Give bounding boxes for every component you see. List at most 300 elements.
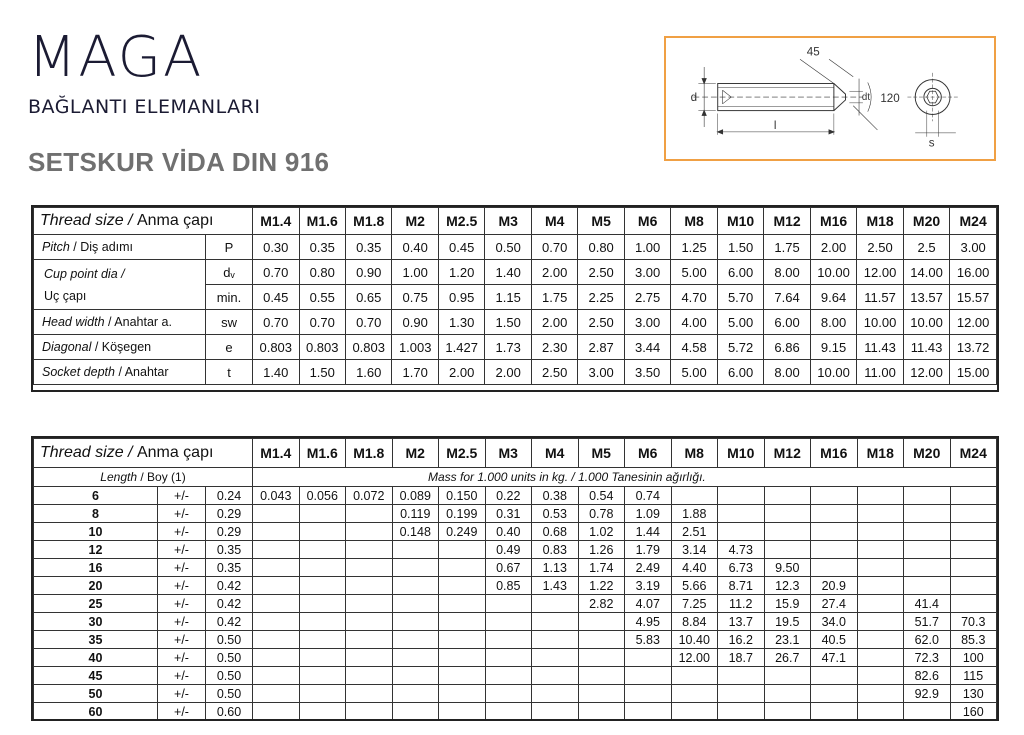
- tolerance-value: 0.60: [206, 703, 253, 721]
- size-header: M4: [531, 208, 577, 235]
- spec-row: [34, 260, 997, 285]
- spec-value: 1.20: [438, 260, 484, 285]
- mass-value: [485, 631, 532, 649]
- spec-value: 0.80: [299, 260, 345, 285]
- tolerance-sign: +/-: [158, 559, 206, 577]
- mass-value: 0.78: [578, 505, 625, 523]
- mass-value: [392, 703, 439, 721]
- spec-symbol: P: [206, 235, 253, 260]
- mass-value: [811, 559, 858, 577]
- tolerance-sign: +/-: [158, 523, 206, 541]
- spec-value: 2.00: [438, 360, 484, 385]
- product-title: SETSKUR VİDA DIN 916: [28, 147, 330, 177]
- mass-value: [346, 703, 393, 721]
- spec-row-label: [34, 260, 206, 310]
- mass-value: [857, 631, 904, 649]
- separator: /: [568, 470, 579, 484]
- separator: /: [104, 315, 115, 329]
- mass-value: 1.22: [578, 577, 625, 595]
- spec-value: 2.00: [810, 235, 856, 260]
- mass-value: [718, 703, 765, 721]
- mass-value: [718, 523, 765, 541]
- spec-value: 0.70: [531, 235, 577, 260]
- mass-value: [392, 649, 439, 667]
- mass-value: [392, 577, 439, 595]
- spec-value: 0.95: [438, 285, 484, 310]
- mass-value: 0.148: [392, 523, 439, 541]
- mass-value: 1.88: [671, 505, 718, 523]
- spec-value: 0.70: [299, 310, 345, 335]
- mass-value: 0.53: [532, 505, 579, 523]
- spec-row-label: [34, 360, 206, 385]
- mass-value: 0.089: [392, 487, 439, 505]
- spec-value: 0.70: [253, 310, 299, 335]
- mass-value: [439, 595, 486, 613]
- mass-value: 72.3: [904, 649, 951, 667]
- brand-tagline: BAĞLANTI ELEMANLARI: [28, 96, 261, 118]
- size-header: M2: [392, 208, 438, 235]
- spec-label-en: Diagonal: [42, 340, 92, 354]
- mass-value: [671, 685, 718, 703]
- tolerance-sign: +/-: [158, 667, 206, 685]
- mass-row: [34, 649, 997, 667]
- mass-value: [253, 685, 300, 703]
- mass-value: [253, 613, 300, 631]
- spec-value: 1.003: [392, 335, 438, 360]
- mass-value: 0.68: [532, 523, 579, 541]
- size-header: M18: [857, 439, 904, 468]
- spec-value: 2.50: [578, 310, 624, 335]
- tolerance-value: 0.29: [206, 505, 253, 523]
- spec-value: 1.73: [485, 335, 531, 360]
- mass-value: [904, 487, 951, 505]
- mass-label-tr: 1.000 Tanesinin ağırlığı.: [578, 470, 706, 484]
- spec-value: 0.45: [438, 235, 484, 260]
- mass-value: [857, 577, 904, 595]
- mass-value: [857, 559, 904, 577]
- mass-value: 41.4: [904, 595, 951, 613]
- spec-value: 1.60: [345, 360, 391, 385]
- mass-value: 8.84: [671, 613, 718, 631]
- mass-value: [346, 541, 393, 559]
- mass-value: [439, 559, 486, 577]
- mass-value: [950, 541, 997, 559]
- separator: /: [91, 340, 102, 354]
- mass-value: 4.40: [671, 559, 718, 577]
- mass-value: [625, 667, 672, 685]
- brand-logo: [28, 25, 261, 118]
- mass-value: 1.43: [532, 577, 579, 595]
- mass-value: 47.1: [811, 649, 858, 667]
- mass-row: [34, 559, 997, 577]
- mass-value: [392, 613, 439, 631]
- mass-value: 15.9: [764, 595, 811, 613]
- mass-value: [253, 559, 300, 577]
- spec-value: 0.803: [345, 335, 391, 360]
- mass-value: [346, 577, 393, 595]
- mass-value: 1.09: [625, 505, 672, 523]
- size-header: M2.5: [439, 439, 486, 468]
- mass-value: [299, 541, 346, 559]
- mass-value: [392, 541, 439, 559]
- mass-value: [764, 703, 811, 721]
- mass-value: [253, 505, 300, 523]
- spec-value: 0.50: [485, 235, 531, 260]
- spec-value: 2.87: [578, 335, 624, 360]
- mass-value: [671, 487, 718, 505]
- mass-value: [485, 685, 532, 703]
- mass-value: 82.6: [904, 667, 951, 685]
- mass-value: [578, 631, 625, 649]
- mass-value: [299, 667, 346, 685]
- separator: /: [123, 444, 137, 461]
- spec-value: 1.427: [438, 335, 484, 360]
- spec-value: 5.70: [717, 285, 763, 310]
- mass-row: [34, 505, 997, 523]
- mass-value: 0.31: [485, 505, 532, 523]
- mass-value: [718, 505, 765, 523]
- mass-value: [439, 613, 486, 631]
- mass-value: 9.50: [764, 559, 811, 577]
- size-header: M2: [392, 439, 439, 468]
- mass-value: 1.02: [578, 523, 625, 541]
- size-header: M24: [950, 208, 997, 235]
- spec-value: 11.43: [857, 335, 903, 360]
- label-s: s: [928, 136, 935, 150]
- mass-subheader-row: [34, 468, 997, 487]
- spec-value: 5.72: [717, 335, 763, 360]
- tolerance-sign: +/-: [158, 505, 206, 523]
- label-dt: dt: [861, 91, 871, 103]
- mass-value: 85.3: [950, 631, 997, 649]
- tolerance-value: 0.50: [206, 631, 253, 649]
- spec-label-tr: Anahtar: [124, 365, 169, 379]
- mass-value: 0.85: [485, 577, 532, 595]
- spec-symbol: dᵥ: [206, 260, 253, 285]
- spec-value: 8.00: [810, 310, 856, 335]
- tolerance-value: 0.24: [206, 487, 253, 505]
- spec-value: 0.75: [392, 285, 438, 310]
- mass-value: [253, 577, 300, 595]
- separator: /: [114, 365, 125, 379]
- mass-value: [439, 577, 486, 595]
- spec-value: 0.80: [578, 235, 624, 260]
- mass-row: [34, 523, 997, 541]
- mass-value: [299, 685, 346, 703]
- length-label-en: Length: [100, 470, 137, 484]
- thread-size-header: [34, 439, 253, 468]
- size-header: M1.4: [253, 439, 300, 468]
- mass-value: 18.7: [718, 649, 765, 667]
- mass-value: [578, 703, 625, 721]
- separator: /: [69, 240, 81, 254]
- mass-value: [532, 703, 579, 721]
- spec-value: 0.65: [345, 285, 391, 310]
- mass-value: 0.056: [299, 487, 346, 505]
- size-header: M18: [857, 208, 903, 235]
- mass-value: [764, 541, 811, 559]
- mass-value: [904, 541, 951, 559]
- spec-value: 5.00: [671, 260, 717, 285]
- tolerance-value: 0.50: [206, 667, 253, 685]
- tolerance-sign: +/-: [158, 577, 206, 595]
- spec-value: 1.00: [624, 235, 670, 260]
- separator: /: [137, 470, 148, 484]
- spec-value: 2.75: [624, 285, 670, 310]
- length-value: 25: [34, 595, 158, 613]
- mass-value: [299, 523, 346, 541]
- spec-value: 11.57: [857, 285, 903, 310]
- mass-value: [439, 541, 486, 559]
- mass-value: [253, 703, 300, 721]
- mass-value: [392, 631, 439, 649]
- mass-value: 70.3: [950, 613, 997, 631]
- spec-value: 9.15: [810, 335, 856, 360]
- mass-value: [532, 631, 579, 649]
- spec-symbol: e: [206, 335, 253, 360]
- mass-value: [671, 667, 718, 685]
- mass-value: [439, 685, 486, 703]
- mass-value: [764, 667, 811, 685]
- mass-value: [346, 685, 393, 703]
- mass-value: 5.66: [671, 577, 718, 595]
- size-header: M8: [671, 439, 718, 468]
- mass-value: 92.9: [904, 685, 951, 703]
- size-header: M2.5: [438, 208, 484, 235]
- tolerance-value: 0.29: [206, 523, 253, 541]
- mass-value: [253, 595, 300, 613]
- mass-value: [299, 505, 346, 523]
- size-header: M6: [625, 439, 672, 468]
- mass-value: 12.3: [764, 577, 811, 595]
- spec-symbol: min.: [206, 285, 253, 310]
- size-header: M16: [811, 439, 858, 468]
- size-header: M1.6: [299, 439, 346, 468]
- tolerance-sign: +/-: [158, 703, 206, 721]
- mass-value: 0.119: [392, 505, 439, 523]
- spec-value: 2.50: [857, 235, 903, 260]
- spec-value: 6.00: [717, 260, 763, 285]
- mass-value: [811, 703, 858, 721]
- spec-value: 2.25: [578, 285, 624, 310]
- mass-value: 62.0: [904, 631, 951, 649]
- mass-value: 4.07: [625, 595, 672, 613]
- mass-value: [299, 703, 346, 721]
- mass-value: [950, 505, 997, 523]
- spec-row-label: [34, 235, 206, 260]
- mass-value: 4.95: [625, 613, 672, 631]
- mass-value: [299, 613, 346, 631]
- spec-value: 0.55: [299, 285, 345, 310]
- mass-value: [718, 685, 765, 703]
- mass-value: 2.51: [671, 523, 718, 541]
- mass-value: [346, 595, 393, 613]
- mass-value: 16.2: [718, 631, 765, 649]
- mass-value: 0.072: [346, 487, 393, 505]
- spec-header-row: [34, 208, 997, 235]
- spec-value: 0.70: [345, 310, 391, 335]
- mass-value: [392, 559, 439, 577]
- length-value: 60: [34, 703, 158, 721]
- mass-value: 26.7: [764, 649, 811, 667]
- spec-value: 1.70: [392, 360, 438, 385]
- mass-value: [764, 523, 811, 541]
- spec-value: 4.00: [671, 310, 717, 335]
- separator: /: [123, 212, 137, 229]
- mass-value: [857, 595, 904, 613]
- mass-value: [253, 541, 300, 559]
- mass-label-en: Mass for 1.000 units in kg.: [428, 470, 569, 484]
- spec-value: 3.00: [950, 235, 997, 260]
- spec-value: 6.86: [764, 335, 810, 360]
- spec-value: 0.803: [253, 335, 299, 360]
- spec-value: 0.90: [392, 310, 438, 335]
- length-value: 6: [34, 487, 158, 505]
- mass-value: [299, 559, 346, 577]
- spec-value: 10.00: [903, 310, 949, 335]
- spec-value: 12.00: [903, 360, 949, 385]
- size-header: M5: [578, 208, 624, 235]
- mass-value: [253, 667, 300, 685]
- size-header: M12: [764, 439, 811, 468]
- mass-header-row: [34, 439, 997, 468]
- mass-value: [346, 631, 393, 649]
- mass-value: 0.67: [485, 559, 532, 577]
- spec-value: 12.00: [950, 310, 997, 335]
- spec-label-tr: Diş adımı: [80, 240, 134, 254]
- mass-value: [625, 703, 672, 721]
- spec-value: 12.00: [857, 260, 903, 285]
- spec-value: 1.40: [485, 260, 531, 285]
- size-header: M4: [532, 439, 579, 468]
- mass-value: 51.7: [904, 613, 951, 631]
- length-value: 45: [34, 667, 158, 685]
- tolerance-sign: +/-: [158, 631, 206, 649]
- mass-value: 40.5: [811, 631, 858, 649]
- mass-value: [857, 613, 904, 631]
- spec-value: 0.70: [253, 260, 299, 285]
- mass-value: [485, 613, 532, 631]
- spec-value: 2.00: [485, 360, 531, 385]
- mass-value: 1.79: [625, 541, 672, 559]
- spec-label-en: Cup point dia /: [44, 266, 125, 281]
- tolerance-sign: +/-: [158, 595, 206, 613]
- spec-value: 2.00: [531, 310, 577, 335]
- spec-value: 8.00: [764, 360, 810, 385]
- mass-value: 0.150: [439, 487, 486, 505]
- mass-value: [578, 613, 625, 631]
- mass-value: [950, 523, 997, 541]
- mass-value: 3.19: [625, 577, 672, 595]
- mass-value: [811, 685, 858, 703]
- spec-value: 2.5: [903, 235, 949, 260]
- mass-value: [904, 577, 951, 595]
- mass-value: 2.49: [625, 559, 672, 577]
- spec-label-en: Pitch: [42, 240, 70, 254]
- mass-value: 2.82: [578, 595, 625, 613]
- tolerance-sign: +/-: [158, 685, 206, 703]
- size-header: M3: [485, 439, 532, 468]
- mass-value: 3.14: [671, 541, 718, 559]
- label-cone-angle: 120: [880, 91, 900, 105]
- mass-value: [346, 649, 393, 667]
- length-header: [34, 468, 253, 487]
- mass-value: 7.25: [671, 595, 718, 613]
- size-header: M3: [485, 208, 531, 235]
- mass-value: 8.71: [718, 577, 765, 595]
- mass-value: 11.2: [718, 595, 765, 613]
- mass-value: 19.5: [764, 613, 811, 631]
- spec-value: 0.90: [345, 260, 391, 285]
- spec-value: 4.58: [671, 335, 717, 360]
- label-l: l: [773, 118, 777, 132]
- size-header: M1.6: [299, 208, 345, 235]
- label-d: d: [690, 90, 698, 104]
- spec-value: 1.50: [485, 310, 531, 335]
- spec-value: 0.30: [253, 235, 299, 260]
- mass-value: 0.043: [253, 487, 300, 505]
- tolerance-value: 0.42: [206, 613, 253, 631]
- mass-row: [34, 685, 997, 703]
- mass-value: 0.22: [485, 487, 532, 505]
- tolerance-sign: +/-: [158, 541, 206, 559]
- mass-row: [34, 667, 997, 685]
- spec-label-en: Head width: [42, 315, 105, 329]
- spec-row: [34, 310, 997, 335]
- spec-value: 13.72: [950, 335, 997, 360]
- spec-label-en: Socket depth: [42, 365, 115, 379]
- spec-value: 16.00: [950, 260, 997, 285]
- mass-value: 27.4: [811, 595, 858, 613]
- spec-label-tr: Köşegen: [101, 340, 152, 354]
- mass-value: [811, 541, 858, 559]
- mass-value: [811, 487, 858, 505]
- spec-value: 5.00: [717, 310, 763, 335]
- mass-row: [34, 613, 997, 631]
- mass-row: [34, 595, 997, 613]
- mass-value: [811, 667, 858, 685]
- mass-value: [857, 505, 904, 523]
- spec-value: 1.40: [253, 360, 299, 385]
- size-header: M5: [578, 439, 625, 468]
- spec-value: 13.57: [903, 285, 949, 310]
- spec-table: [33, 207, 997, 385]
- tolerance-value: 0.42: [206, 595, 253, 613]
- spec-symbol: sw: [206, 310, 253, 335]
- size-header: M6: [624, 208, 670, 235]
- size-header: M10: [717, 208, 763, 235]
- mass-value: [439, 631, 486, 649]
- mass-value: [857, 685, 904, 703]
- mass-value: [532, 649, 579, 667]
- mass-value: 0.74: [625, 487, 672, 505]
- mass-value: [485, 595, 532, 613]
- spec-value: 3.44: [624, 335, 670, 360]
- mass-value: [485, 649, 532, 667]
- brand-name: MAGA: [28, 25, 204, 90]
- mass-value: [346, 559, 393, 577]
- mass-value: 1.13: [532, 559, 579, 577]
- spec-value: 6.00: [764, 310, 810, 335]
- length-value: 12: [34, 541, 158, 559]
- mass-value: [857, 649, 904, 667]
- mass-value: [392, 685, 439, 703]
- mass-value: [718, 487, 765, 505]
- mass-value: [811, 523, 858, 541]
- length-value: 40: [34, 649, 158, 667]
- mass-value: 5.83: [625, 631, 672, 649]
- mass-value: [299, 631, 346, 649]
